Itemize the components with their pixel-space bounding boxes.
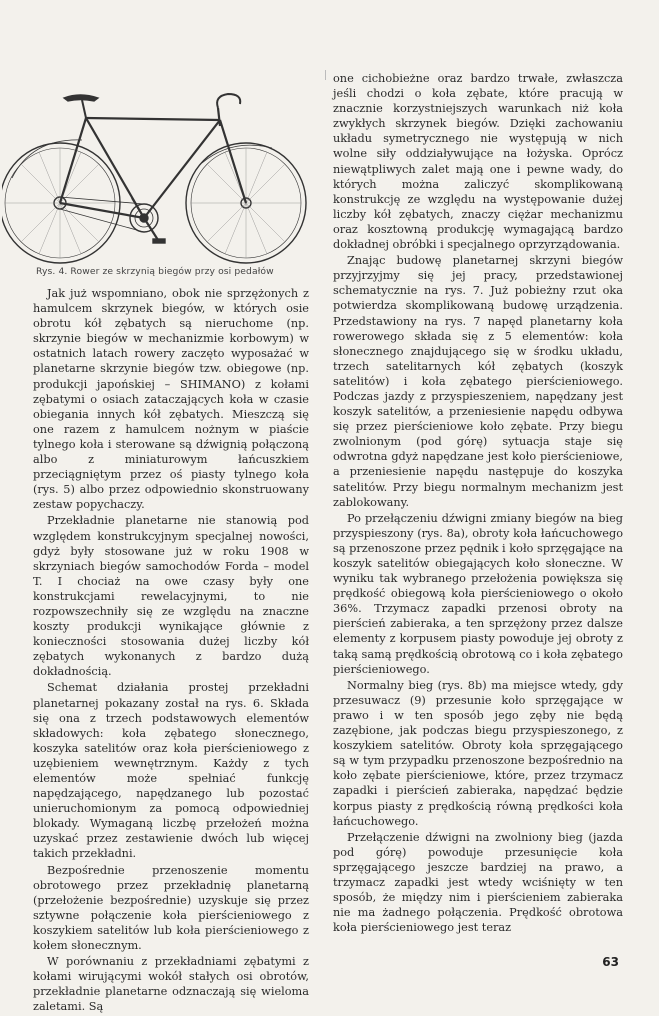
paragraph: Jak już wspomniano, obok nie sprzężonych z hamulcem skrzynek biegów, w których osie obrotu kół zębatych są nieruchome (np. skrzynie biegów w mechanizmie korbowym) w ostatnich latach rowery zaczęto wyposażać w planetarne skrzynie biegów tzw. obiegowe (np. produkcji japońskiej – SHIMANO) z kołami zębatymi o osiach zataczających koła w czasie obiegania innych kół zębatych. Mieszczą się one razem z hamulcem nożnym w piaście tylnego koła i sterowane są dźwignią połączoną albo z miniaturowym łańcuszkiem przeciągniętym przez oś piasty tylnego koła (rys. 5) albo przez odpowiednio skonstruowany zestaw popychaczy. [33,287,309,512]
right-column [333,71,623,936]
scan-mark [325,70,326,80]
bicycle-illustration-icon [2,68,314,268]
figure-caption: Rys. 4. Rower ze skrzynią biegów przy osi pedałów [36,266,274,277]
handlebar [217,94,240,108]
saddle [64,95,98,101]
paragraph: Normalny bieg (rys. 8b) ma miejsce wtedy, gdy przesuwacz (9) przesunie koło sprzęgające w prawo i w ten sposób jego zęby nie będą zazębione, jak podczas biegu przyspieszonego, z koszykiem satelitów. Obroty koła sprzęgającego są w tym przypadku przenoszone bezpośrednio na koło zębate pierścieniowe, które, przez trzymacz zapadki i pierścień zabieraka, napędzać będzie korpus piasty z prędkością równą prędkości koła łańcuchowego. [333,678,623,828]
paragraph: Znając budowę planetarnej skrzyni biegów przyjrzyjmy się jej pracy, przedstawionej schematycznie na rys. 7. Już pobieżny rzut oka potwierdza skomplikowaną budowę urządzenia. Przedstawiony na rys. 7 napęd planetarny koła rowerowego składa się z 5 elementów: koła słonecznego znajdującego się w środku układu, trzech satelitarnych kół zębatych (koszyk satelitów) i koła zębatego pierścieniowego. Podczas jazdy z przyspieszeniem, napędzany jest koszyk satelitów, a przeniesienie napędu odbywa się przez pierścieniowe koło zębate. Przy biegu zwolnionym (pod górę) sytuacja staje się odwrotna gdyż napędzane jest koło pierścieniowe, a przeniesienie napędu następuje do koszyka satelitów. Przy biegu normalnym mechanizm jest zablokowany. [333,254,623,509]
bicycle-frame [60,108,246,218]
paragraph: Przekładnie planetarne nie stanowią pod względem konstrukcyjnym specjalnej nowości, gdyż były stosowane już w roku 1908 w skrzyniach biegów samochodów Forda – model T. I chociaż na owe czasy były one konstrukcjami rewelacyjnymi, to nie rozpowszechniły się ze względu na znaczne koszty produkcji wynikające głównie z konieczności stosowania dużej liczby kół zębatych wykonanych z bardzo dużą dokładnością. [33,514,309,679]
paragraph: one cichobieżne oraz bardzo trwałe, zwłaszcza jeśli chodzi o koła zębate, które pracują w znacznie korzystniejszych warunkach niż koła zwykłych skrzynek biegów. Dzięki zachowaniu układu symetrycznego nie występują w nich wolne siły oddziaływujące na łożyska. Oprócz niewątpliwych zalet mają one i pewne wady, do których można zaliczyć skomplikowaną konstrukcję ze względu na występowanie dużej liczby kół zębatych, znaczy ciężar mechanizmu oraz kosztowną produkcję wymagającą bardzo dokładnej obróbki i specjalnego oprzyrządowania. [333,72,623,252]
bicycle-figure [2,68,314,268]
paragraph: Po przełączeniu dźwigni zmiany biegów na bieg przyspieszony (rys. 8a), obroty koła łańcuchowego są przenoszone przez pędnik i koło sprzęgające na koszyk satelitów obiegających koło słoneczne. W wyniku tak wybranego przełożenia powiększa się prędkość obiegową koła pierścieniowego o około 36%. Trzymacz zapadki przenosi obroty na pierścień zabieraka, a ten sprzężony przez dalsze elementy z korpusem piasty powoduje jej obroty z taką samą prędkością obrotową co i koła zębatego pierścieniowego. [333,511,623,676]
paragraph: Schemat działania prostej przekładni planetarnej pokazany został na rys. 6. Składa się ona z trzech podstawowych elementów składowych: koła zębatego słonecznego, koszyka satelitów oraz koła pierścieniowego z uzębieniem wewnętrznym. Każdy z tych elementów może spełniać funkcję napędzającego, napędzanego lub pozostać unieruchomionym za pomocą odpowiedniej blokady. Wymaganą liczbę przełożeń można uzyskać przez zestawienie dwóch lub więcej takich przekładni. [33,681,309,861]
paragraph: Bezpośrednie przenoszenie momentu obrotowego przez przekładnię planetarną (przełożenie bezpośrednie) uzyskuje się przez sztywne połączenie koła pierścieniowego z koszykiem satelitów lub koła pierścieniowego z kołem słonecznym. [33,863,309,953]
paragraph: Przełączenie dźwigni na zwolniony bieg (jazda pod górę) powoduje przesunięcie koła sprzęgającego jeszcze bardziej na prawo, a trzymacz zapadki jest wtedy wciśnięty w ten sposób, że między nim i pierścieniem zabieraka nie ma żadnego połączenia. Prędkość obrotowa koła pierścieniowego jest teraz [333,830,623,935]
page-number: 63 [602,955,619,969]
paragraph: W porównaniu z przekładniami zębatymi z kołami wirującymi wokół stałych osi obrotów, przekładnie planetarne odznaczają się wieloma zaletami. Są [33,955,309,1014]
left-column [33,286,309,1016]
